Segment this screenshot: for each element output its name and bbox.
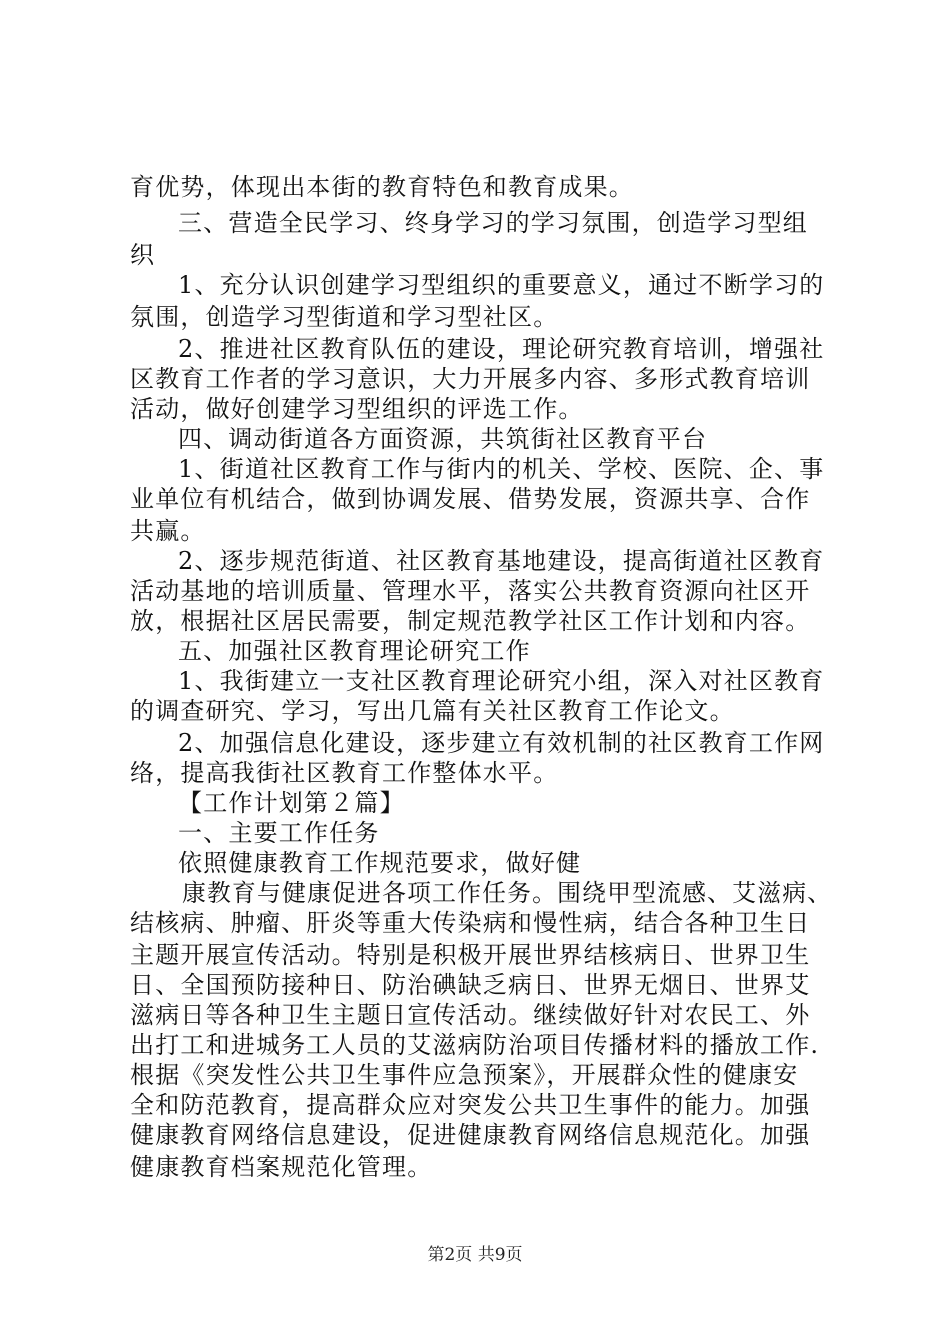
section-heading: 三、营造全民学习、终身学习的学习氛围，创造学习型组: [178, 209, 808, 237]
text-line: 育优势，体现出本街的教育特色和教育成果。: [130, 173, 634, 201]
page-footer: 第2页 共9页: [427, 1245, 523, 1265]
text-line: 1、充分认识创建学习型组织的重要意义，通过不断学习的: [178, 271, 825, 299]
text-line: 织: [130, 241, 156, 269]
section-heading: 五、加强社区教育理论研究工作: [178, 637, 531, 665]
text-line: 健康教育档案规范化管理。: [130, 1153, 433, 1181]
text-line: 共赢。: [130, 517, 206, 545]
text-line: 活动，做好创建学习型组织的评选工作。: [130, 395, 584, 423]
text-line: 健康教育网络信息建设，促进健康教育网络信息规范化。加强: [130, 1121, 811, 1149]
text-line: 主题开展宣传活动。特别是积极开展世界结核病日、世界卫生: [130, 941, 811, 969]
text-line: 络，提高我街社区教育工作整体水平。: [130, 759, 559, 787]
text-line: 结核病、肿瘤、肝炎等重大传染病和慢性病，结合各种卫生日: [130, 909, 811, 937]
text-line: 活动基地的培训质量、管理水平，落实公共教育资源向社区开: [130, 577, 811, 605]
text-line: 康教育与健康促进各项工作任务。围绕甲型流感、艾滋病、: [182, 879, 833, 907]
text-line: 依照健康教育工作规范要求，做好健: [178, 849, 582, 877]
text-line: 区教育工作者的学习意识，大力开展多内容、多形式教育培训: [130, 365, 811, 393]
text-line: 放，根据社区居民需要，制定规范教学社区工作计划和内容。: [130, 607, 811, 635]
text-line: 出打工和进城务工人员的艾滋病防治项目传播材料的播放工作.: [130, 1031, 820, 1059]
text-line: 2、加强信息化建设，逐步建立有效机制的社区教育工作网: [178, 729, 825, 757]
text-line: 氛围，创造学习型街道和学习型社区。: [130, 303, 559, 331]
text-line: 滋病日等各种卫生主题日宣传活动。继续做好针对农民工、外: [130, 1001, 811, 1029]
text-line: 2、推进社区教育队伍的建设，理论研究教育培训，增强社: [178, 335, 825, 363]
text-line: 2、逐步规范街道、社区教育基地建设，提高街道社区教育: [178, 547, 825, 575]
text-line: 业单位有机结合，做到协调发展、借势发展，资源共享、合作: [130, 485, 811, 513]
text-line: 的调查研究、学习，写出几篇有关社区教育工作论文。: [130, 697, 735, 725]
section-heading: 一、主要工作任务: [178, 819, 380, 847]
article-heading: 【工作计划第２篇】: [178, 789, 405, 817]
text-line: 日、全国预防接种日、防治碘缺乏病日、世界无烟日、世界艾: [130, 971, 811, 999]
section-heading: 四、调动街道各方面资源，共筑街社区教育平台: [178, 425, 708, 453]
text-line: 全和防范教育，提高群众应对突发公共卫生事件的能力。加强: [130, 1091, 811, 1119]
text-line: 根据《突发性公共卫生事件应急预案》，开展群众性的健康安: [130, 1061, 799, 1089]
text-line: 1、街道社区教育工作与街内的机关、学校、医院、企、事: [178, 455, 825, 483]
text-line: 1、我街建立一支社区教育理论研究小组，深入对社区教育: [178, 667, 825, 695]
